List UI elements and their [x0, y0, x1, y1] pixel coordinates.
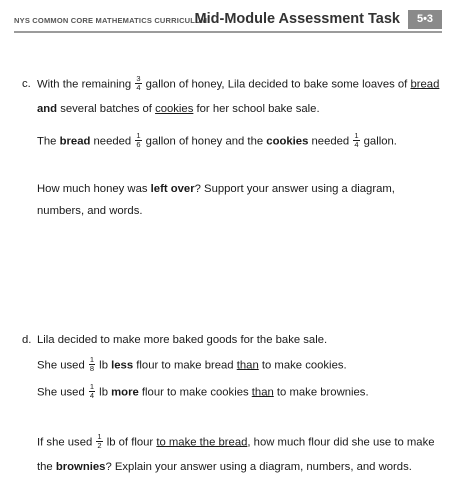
text: to make brownies. — [273, 386, 369, 399]
part-d-question-2 — [37, 460, 412, 474]
text: to make cookies. — [258, 359, 347, 372]
part-d-line-3 — [37, 384, 369, 401]
bold-bread: bread — [59, 135, 91, 148]
text: With the remaining — [37, 78, 135, 91]
underlined-than: than — [251, 386, 274, 399]
part-c-line-2 — [37, 102, 320, 116]
underlined-bread: bread — [410, 78, 440, 91]
text: gallon of honey and the — [142, 135, 267, 148]
task-title: Mid-Module Assessment Task — [194, 11, 400, 27]
text: flour to make cookies — [138, 386, 252, 399]
text: How much honey was — [37, 183, 151, 195]
part-d-question-1 — [37, 434, 435, 451]
part-c-line-3 — [37, 133, 397, 150]
text: If she used — [37, 436, 96, 449]
text: gallon of honey, Lila decided to bake some loaves of — [142, 78, 411, 91]
text: needed — [308, 135, 353, 148]
header-rule — [14, 31, 442, 33]
part-c-label: c. — [22, 78, 31, 91]
part-d-label: d. — [22, 334, 32, 346]
fraction-three-fourths: $\frac{3}{4}$ — [136, 74, 141, 92]
bold-cookies: cookies — [266, 135, 309, 148]
fraction-one-eighth: $\frac{1}{8}$ — [89, 355, 95, 373]
text: for her school bake sale. — [193, 103, 320, 115]
part-d-line-2 — [37, 357, 347, 374]
text: flour to make bread — [133, 359, 237, 372]
text: , how much flour did she use to make — [247, 436, 435, 449]
page-header — [14, 10, 442, 32]
text: ? Support your answer using a diagram, — [194, 183, 395, 195]
text: ? Explain your answer using a diagram, numbers, and words. — [105, 461, 412, 473]
text: Lila decided to make more baked goods for the bake sale. — [37, 334, 328, 346]
part-c-question-1 — [37, 182, 395, 196]
fraction-one-fourth: $\frac{1}{4}$ — [89, 382, 95, 400]
text: lb — [96, 386, 112, 399]
underlined-make-bread: to make the bread — [156, 436, 248, 449]
text: She used — [37, 359, 88, 372]
part-c-question-2: numbers, and words. — [37, 205, 143, 217]
bold-more: more — [111, 386, 139, 399]
text: lb — [96, 359, 112, 372]
bold-brownies: brownies — [55, 461, 106, 473]
text: lb of flour — [103, 436, 157, 449]
text: The — [37, 135, 60, 148]
fraction-one-half: $\frac{1}{2}$ — [97, 432, 102, 450]
text: several batches of — [57, 103, 156, 115]
bold-left-over: left over — [150, 183, 195, 195]
text: the — [37, 461, 56, 473]
text: needed — [90, 135, 135, 148]
text: gallon. — [360, 135, 397, 148]
bold-less: less — [111, 359, 134, 372]
underlined-than: than — [236, 359, 259, 372]
part-d-line-1 — [22, 333, 327, 347]
curriculum-label: NYS COMMON CORE MATHEMATICS CURRICULUM — [14, 16, 208, 25]
fraction-one-sixth: $\frac{1}{6}$ — [136, 131, 141, 149]
part-c-line-1 — [22, 76, 439, 93]
module-badge: 5•3 — [408, 10, 442, 29]
underlined-cookies: cookies — [155, 103, 194, 115]
text: She used — [37, 386, 88, 399]
fraction-one-fourth: $\frac{1}{4}$ — [354, 131, 359, 149]
bold-and: and — [37, 103, 58, 115]
